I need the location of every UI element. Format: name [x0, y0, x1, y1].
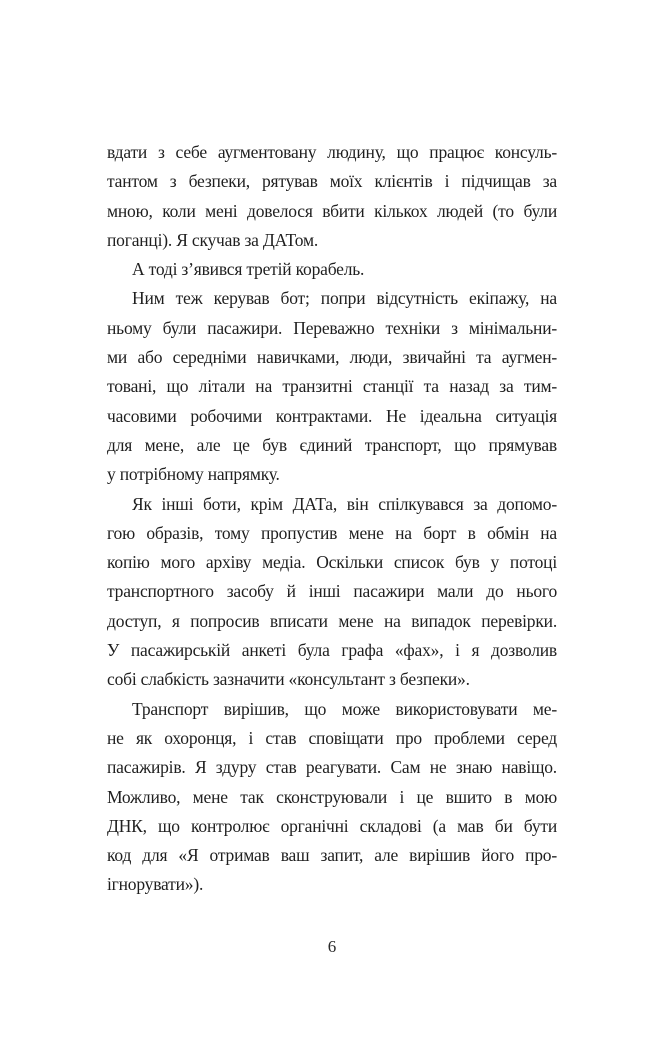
text-line: гою образів, тому пропустив мене на борт в обмін на: [107, 522, 557, 543]
text-line: транспортного засобу й інші пасажири мали до нього: [107, 581, 557, 602]
text-line: доступ, я попросив вписати мене на випадок перевірки.: [107, 610, 557, 631]
text-line: Транспорт вирішив, що може використовувати ме-: [132, 698, 557, 719]
paragraph: [107, 255, 557, 284]
text-line: Можливо, мене так сконструювали і це вшито в мою: [107, 786, 557, 807]
text-line: А тоді з’явився третій корабель.: [132, 259, 365, 280]
text-line: тантом з безпеки, рятував моїх клієнтів і підчищав за: [107, 171, 557, 192]
text-line: ньому були пасажири. Переважно техніки з мінімальни-: [107, 317, 557, 338]
text-line: часовими робочими контрактами. Не ідеальна ситуація: [107, 405, 557, 426]
page-text-block: [107, 138, 557, 900]
paragraph: [107, 138, 557, 255]
text-line: собі слабкість зазначити «консультант з безпеки».: [107, 669, 470, 690]
text-line: ігнорувати»).: [107, 874, 204, 895]
text-line: не як охоронця, і став сповіщати про проблеми серед: [107, 727, 557, 748]
text-line: ДНК, що контролює органічні складові (а мав би бути: [107, 815, 557, 836]
text-line: мною, коли мені довелося вбити кількох людей (то були: [107, 200, 557, 221]
text-line: вдати з себе аугментовану людину, що працює консуль-: [107, 142, 557, 162]
paragraph: [107, 695, 557, 900]
text-line: копію мого архіву медіа. Оскільки список був у потоці: [107, 552, 557, 573]
paragraph: [107, 284, 557, 489]
page-number: 6: [327, 937, 337, 956]
paragraph: [107, 490, 557, 695]
text-line: код для «Я отримав ваш запит, але вирішив його про-: [107, 845, 557, 866]
text-line: у потрібному напрямку.: [107, 464, 280, 485]
text-line: поганці). Я скучав за ДАТом.: [107, 229, 318, 250]
text-line: Ним теж керував бот; попри відсутність екіпажу, на: [132, 288, 557, 309]
text-line: пасажирів. Я здуру став реагувати. Сам не знаю навіщо.: [107, 757, 557, 778]
text-line: ми або середніми навичками, люди, звичайні та аугмен-: [107, 347, 557, 368]
text-line: для мене, але це був єдиний транспорт, що прямував: [107, 434, 557, 455]
text-line: товані, що літали на транзитні станції та назад за тим-: [107, 376, 557, 397]
text-line: У пасажирській анкеті була графа «фах», і я дозволив: [107, 640, 557, 661]
text-line: Як інші боти, крім ДАТа, він спілкувався за допомо-: [132, 493, 557, 514]
